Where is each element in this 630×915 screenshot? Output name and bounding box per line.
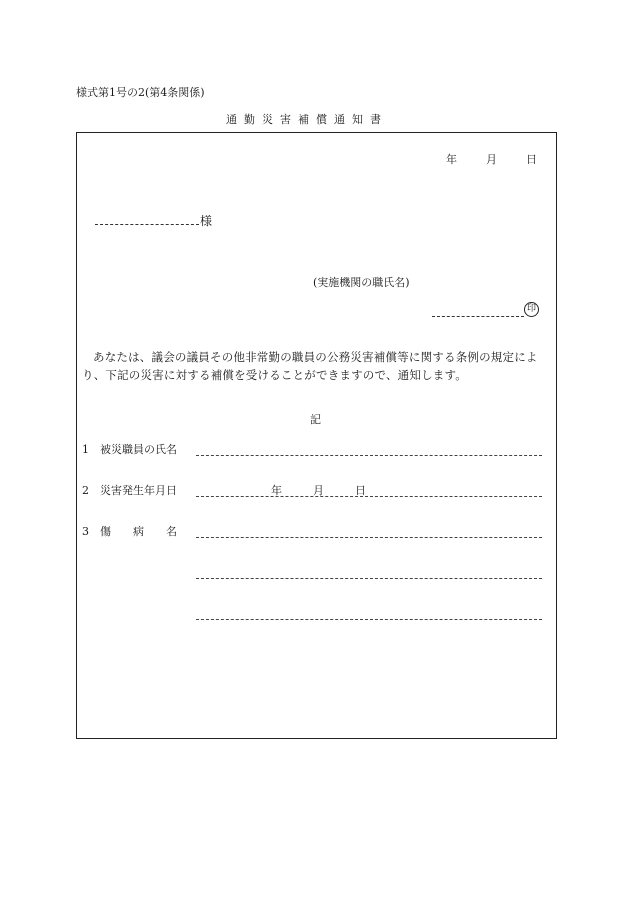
addressee-name-line[interactable] [95,224,199,225]
injury-line-1[interactable] [196,537,542,538]
document-title: 通勤災害補償通知書 [226,113,388,126]
injury-line-3[interactable] [196,619,542,620]
item-injury-label: 3 傷 病 名 [82,525,177,538]
occurrence-date-month: 月 [313,484,324,497]
addressee-suffix: 様 [200,214,213,228]
occurrence-date-line[interactable] [196,496,542,497]
item-occurrence-date-label: 2 災害発生年月日 [82,484,177,497]
notice-body: あなたは、議会の議員その他非常勤の職員の公務災害補償等に関する条例の規定により、下記の災害に対する補償を受けることができますので、通知します。 [82,350,538,382]
injury-line-2[interactable] [196,578,542,579]
occurrence-date-day: 日 [355,484,366,497]
issue-date [446,151,537,167]
agency-label: (実施機関の職氏名) [313,276,410,289]
issue-date-year: 年 [446,153,457,166]
occurrence-date-year: 年 [271,484,282,497]
issue-date-month: 月 [486,153,497,166]
agency-name-line[interactable] [432,316,524,317]
issue-date-day: 日 [526,153,537,166]
item-victim-name-label: 1 被災職員の氏名 [82,443,177,456]
form-number: 様式第1号の2(第4条関係) [76,86,205,99]
record-heading: 記 [310,413,321,426]
seal-mark: 印 [524,302,539,317]
victim-name-line[interactable] [196,455,542,456]
